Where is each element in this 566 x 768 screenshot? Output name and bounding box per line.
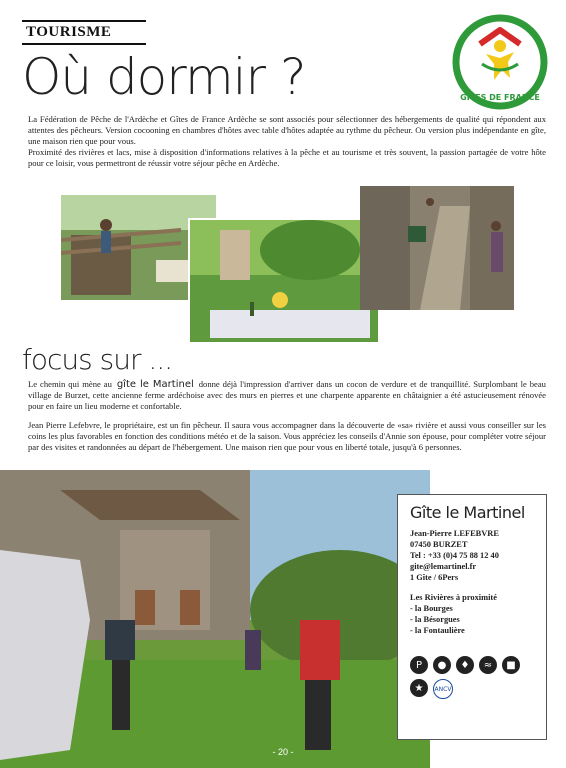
river-item: - la Bourges xyxy=(410,604,453,613)
page-number: - 20 - xyxy=(272,747,294,757)
focus-paragraph-2 xyxy=(28,420,546,453)
intro-paragraph: Proximité des rivières et lacs, mise à disposition d'informations relatives à la pêche et au tourisme et très souvent, la passion partagée de votre hôte pour ce loisir, vous permettront de réussir votre séjour pêche en Ardèche. xyxy=(28,147,546,168)
leaf-icon: ♦ xyxy=(456,656,474,674)
fish-icon: ● xyxy=(433,656,451,674)
gite-info-card xyxy=(397,494,547,740)
wifi-icon: ≈ xyxy=(479,656,497,674)
parking-icon: P xyxy=(410,656,428,674)
focus-title: focus sur ... xyxy=(22,343,173,376)
photo-gite-fishermen xyxy=(0,470,430,768)
tv-icon: ■ xyxy=(502,656,520,674)
rivers-title: Les Rivières à proximité xyxy=(410,593,497,602)
photo-stone-steps xyxy=(360,186,514,310)
focus-text: Le chemin qui mène au xyxy=(28,379,112,389)
phone-number[interactable]: Tel : +33 (0)4 75 88 12 40 xyxy=(410,551,499,560)
focus-text: Jean Pierre Lefebvre, le propriétaire, est un fin pêcheur. Il saura vous accompagner dans la découverte de «sa» rivière et aussi vous conseiller sur les coins les plus favorables en fonction des conditions météo et de la saison. Vous appréciez les conseils d'Annie son épouse, pour compléter votre séjour par des visites et randonnées au départ de l'hébergement. Une maison rien que pour vous en liberté totale, jusqu'à 6 personnes. xyxy=(28,420,546,452)
focus-text: donne déjà l'impression d'arriver dans un cocon de verdure et de tranquillité. Surplombant le beau village de Burzet, cette ancienne ferme ardéchoise avec des murs en pierres et une charpente apparente en châtaignier a été astucieusement rénovée pour en faire un lieu moderne et confortable. xyxy=(28,379,546,411)
gite-name-highlight: gîte le Martinel xyxy=(116,379,194,390)
river-item: - la Fontaulière xyxy=(410,626,465,635)
amenity-icons xyxy=(410,656,522,699)
photo-garden-table xyxy=(188,218,380,344)
intro-paragraph: La Fédération de Pêche de l'Ardèche et Gîtes de France Ardèche se sont associés pour sélectionner des hébergements de qualité qui répondent aux attentes des pêcheurs. Version cocooning en chambres d'hôtes avec table d'hôtes adaptée au rythme du pêcheur. Ou version plus indépendante en gîte, une maison rien que pour vous. xyxy=(28,114,546,146)
river-item: - la Bésorgues xyxy=(410,615,460,624)
page-title: Où dormir ? xyxy=(22,48,306,106)
intro-text xyxy=(28,114,546,169)
capacity: 1 Gîte / 6Pers xyxy=(410,573,459,582)
section-tag: TOURISME xyxy=(22,20,146,45)
focus-paragraph-1 xyxy=(28,379,546,412)
svg-text:GÎTES DE FRANCE: GÎTES DE FRANCE xyxy=(460,93,540,102)
address: 07450 BURZET xyxy=(410,540,468,549)
card-title: Gîte le Martinel xyxy=(410,503,525,522)
ancv-icon: ANCV xyxy=(433,679,453,699)
pet-icon: ★ xyxy=(410,679,428,697)
gites-de-france-logo xyxy=(452,14,548,110)
email-link[interactable]: gite@lemartinel.fr xyxy=(410,562,477,571)
owner-name: Jean-Pierre LEFEBVRE xyxy=(410,529,499,538)
